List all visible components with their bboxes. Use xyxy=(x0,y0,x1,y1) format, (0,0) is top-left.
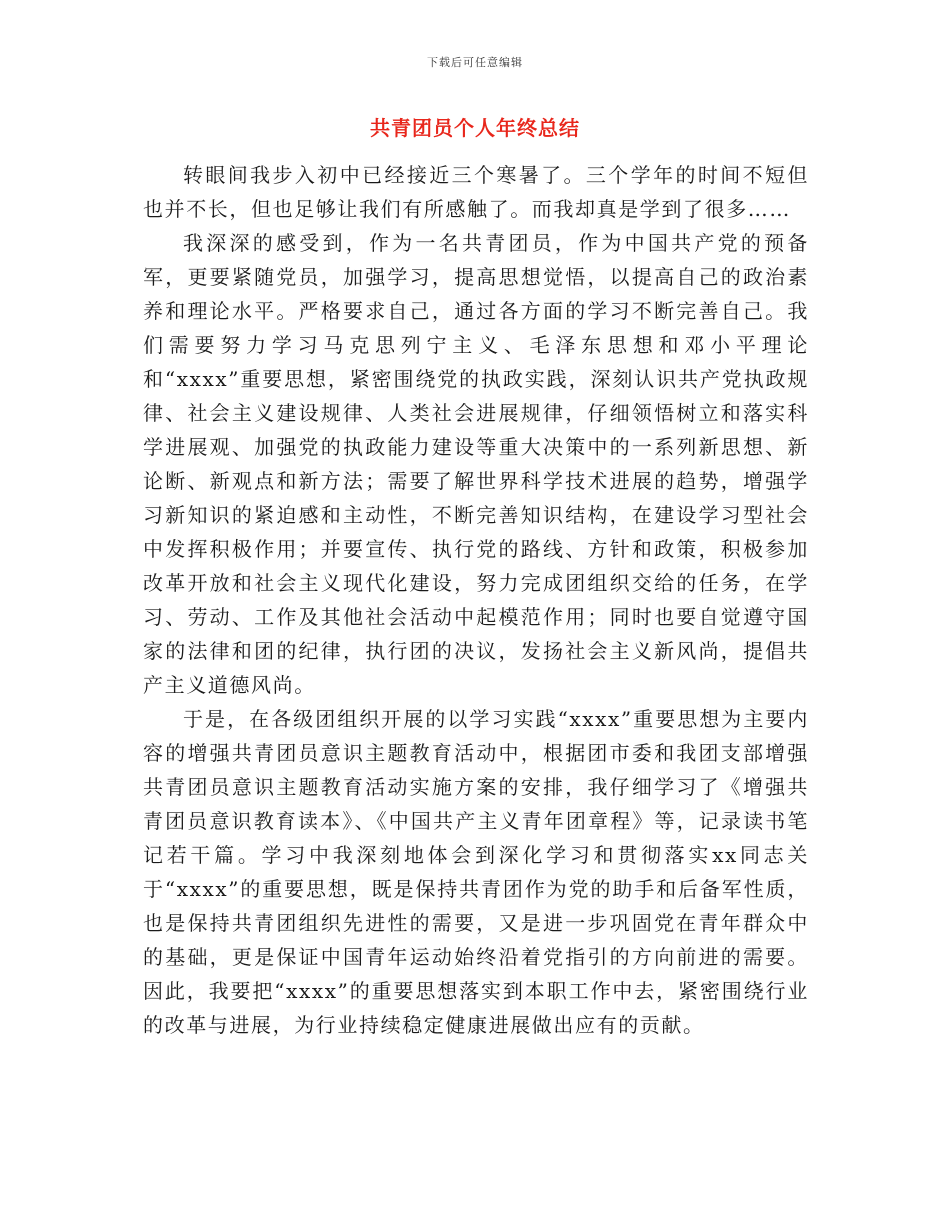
paragraph-2: 我深深的感受到，作为一名共青团员，作为中国共产党的预备军，更要紧随党员，加强学习，提高思想觉悟，以提高自己的政治素养和理论水平。严格要求自己，通过各方面的学习不断完善自己。我们需要努力学习马克思列宁主义、毛泽东思想和邓小平理论和“xxxx”重要思想，紧密围绕党的执政实践，深刻认识共产党执政规律、社会主义建设规律、人类社会进展规律，仔细领悟树立和落实科学进展观、加强党的执政能力建设等重大决策中的一系列新思想、新论断、新观点和新方法；需要了解世界科学技术进展的趋势，增强学习新知识的紧迫感和主动性，不断完善知识结构，在建设学习型社会中发挥积极作用；并要宣传、执行党的路线、方针和政策，积极参加改革开放和社会主义现代化建设，努力完成团组织交给的任务，在学习、劳动、工作及其他社会活动中起模范作用；同时也要自觉遵守国家的法律和团的纪律，执行团的决议，发扬社会主义新风尚，提倡共产主义道德风尚。 xyxy=(143,231,809,697)
document-body xyxy=(143,158,809,1042)
paragraph-1: 转眼间我步入初中已经接近三个寒暑了。三个学年的时间不短但也并不长，但也足够让我们有所感触了。而我却真是学到了很多…… xyxy=(143,163,809,221)
paragraph-3: 于是，在各级团组织开展的以学习实践“xxxx”重要思想为主要内容的增强共青团员意识主题教育活动中，根据团市委和我团支部增强共青团员意识主题教育活动实施方案的安排，我仔细学习了《增强共青团员意识教育读本》、《中国共产主义青年团章程》等，记录读书笔记若干篇。学习中我深刻地体会到深化学习和贯彻落实xx同志关于“xxxx”的重要思想，既是保持共青团作为党的助手和后备军性质，也是保持共青团组织先进性的需要，又是进一步巩固党在青年群众中的基础，更是保证中国青年运动始终沿着党指引的方向前进的需要。因此，我要把“xxxx”的重要思想落实到本职工作中去，紧密围绕行业的改革与进展，为行业持续稳定健康进展做出应有的贡献。 xyxy=(143,707,809,1037)
document-title: 共青团员个人年终总结 xyxy=(370,116,580,140)
page-header: 下载后可任意编辑 xyxy=(427,56,523,69)
